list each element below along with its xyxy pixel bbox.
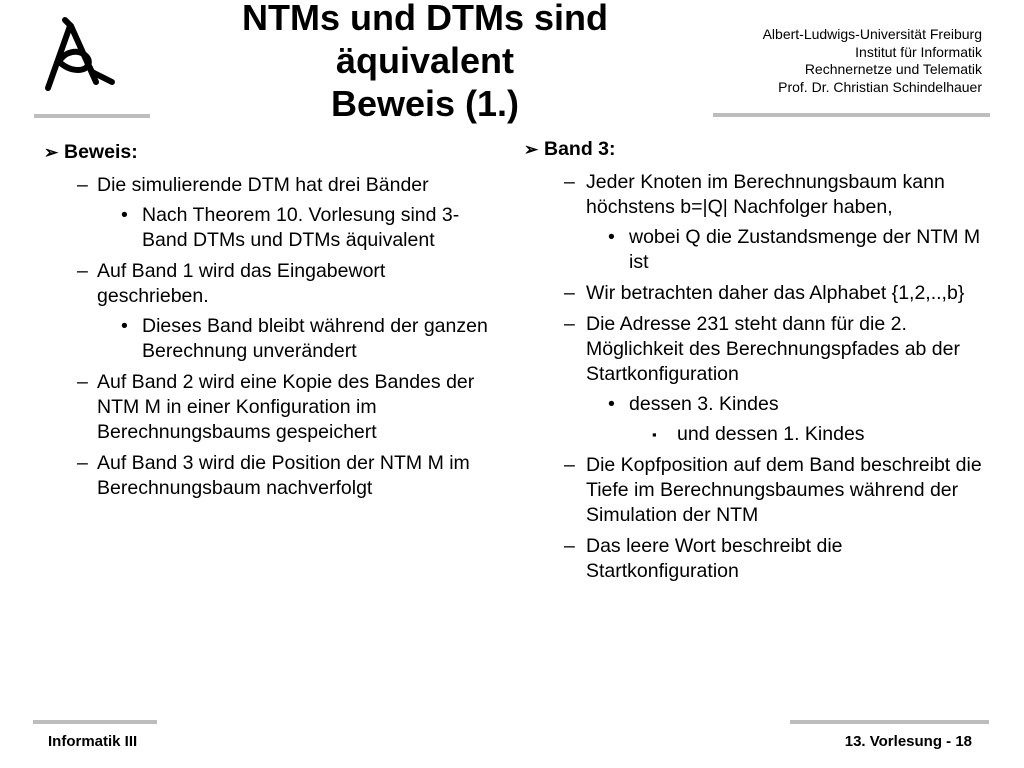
title-line: NTMs und DTMs sind: [242, 0, 608, 38]
bullet-text: Auf Band 1 wird das Eingabewort geschrieben.: [97, 260, 386, 307]
bullet-item: [524, 225, 984, 275]
bullet-text: Die simulierende DTM hat drei Bänder: [97, 174, 429, 196]
bullet-item: [524, 534, 984, 584]
arrow-bullet-icon: ➢: [524, 140, 539, 159]
bullet-item: [524, 453, 984, 528]
bullet-heading: [524, 137, 984, 162]
footer-divider-left: [33, 720, 157, 724]
bullet-text: Auf Band 3 wird die Position der NTM M im Berechnungsbaum nachverfolgt: [97, 452, 470, 499]
bullet-heading: [44, 140, 494, 165]
left-column: [44, 140, 494, 501]
dash-bullet-icon: –: [564, 454, 575, 476]
dash-bullet-icon: –: [77, 452, 88, 474]
bullet-text: Wir betrachten daher das Alphabet {1,2,..,b}: [586, 282, 965, 304]
bullet-text: Dieses Band bleibt während der ganzen Berechnung unverändert: [142, 315, 488, 362]
arrow-bullet-icon: ➢: [44, 143, 59, 162]
bullet-text: Jeder Knoten im Berechnungsbaum kann höchstens b=|Q| Nachfolger haben,: [586, 171, 945, 218]
dot-bullet-icon: •: [121, 315, 128, 337]
dash-bullet-icon: –: [564, 282, 575, 304]
footer-divider-right: [790, 720, 989, 724]
footer-course: Informatik III: [48, 733, 138, 750]
bullet-text: Beweis:: [64, 141, 138, 163]
square-bullet-icon: ▪: [652, 427, 657, 442]
dash-bullet-icon: –: [564, 313, 575, 335]
bullet-item: [44, 173, 494, 198]
dot-bullet-icon: •: [608, 226, 615, 248]
dot-bullet-icon: •: [121, 204, 128, 226]
affiliation-university: Albert-Ludwigs-Universität Freiburg: [762, 26, 982, 42]
bullet-text: Die Kopfposition auf dem Band beschreibt die Tiefe im Berechnungsbaumes während der Simulation der NTM: [586, 454, 982, 526]
bullet-item: [44, 451, 494, 501]
dash-bullet-icon: –: [77, 174, 88, 196]
bullet-text: Die Adresse 231 steht dann für die 2. Möglichkeit des Berechnungspfades ab der Startkonfiguration: [586, 313, 960, 385]
footer-page-number: 13. Vorlesung - 18: [844, 733, 972, 750]
logo-divider: [34, 114, 150, 118]
dot-bullet-icon: •: [608, 393, 615, 415]
bullet-text: und dessen 1. Kindes: [677, 423, 865, 445]
right-column: [524, 137, 984, 584]
bullet-text: Band 3:: [544, 138, 616, 160]
affiliation-institute: Institut für Informatik: [855, 43, 982, 60]
bullet-item: [524, 170, 984, 220]
bullet-item: [524, 422, 984, 447]
bullet-item: [524, 281, 984, 306]
title-line: äquivalent: [335, 40, 515, 81]
dash-bullet-icon: –: [564, 171, 575, 193]
bullet-item: [524, 312, 984, 387]
bullet-text: Nach Theorem 10. Vorlesung sind 3-Band DTMs und DTMs äquivalent: [142, 204, 460, 251]
bullet-text: Das leere Wort beschreibt die Startkonfiguration: [586, 535, 843, 582]
bullet-item: [44, 203, 494, 253]
bullet-text: Auf Band 2 wird eine Kopie des Bandes der NTM M in einer Konfiguration im Berechnungsbaums gespeichert: [97, 371, 475, 443]
affiliation-professor: Prof. Dr. Christian Schindelhauer: [778, 78, 982, 95]
affiliation-department: Rechnernetze und Telematik: [804, 61, 982, 77]
dash-bullet-icon: –: [77, 260, 88, 282]
bullet-item: [44, 370, 494, 445]
bullet-item: [524, 392, 984, 417]
bullet-text: wobei Q die Zustandsmenge der NTM M ist: [629, 226, 981, 273]
bullet-item: [44, 259, 494, 309]
dash-bullet-icon: –: [77, 371, 88, 393]
bullet-text: dessen 3. Kindes: [629, 393, 779, 415]
title-line: Beweis (1.): [330, 83, 520, 124]
bullet-item: [44, 314, 494, 364]
header-divider: [713, 113, 990, 117]
affiliation-block: [763, 26, 982, 96]
university-logo: [34, 14, 124, 94]
dash-bullet-icon: –: [564, 535, 575, 557]
slide-title: [200, 0, 650, 125]
